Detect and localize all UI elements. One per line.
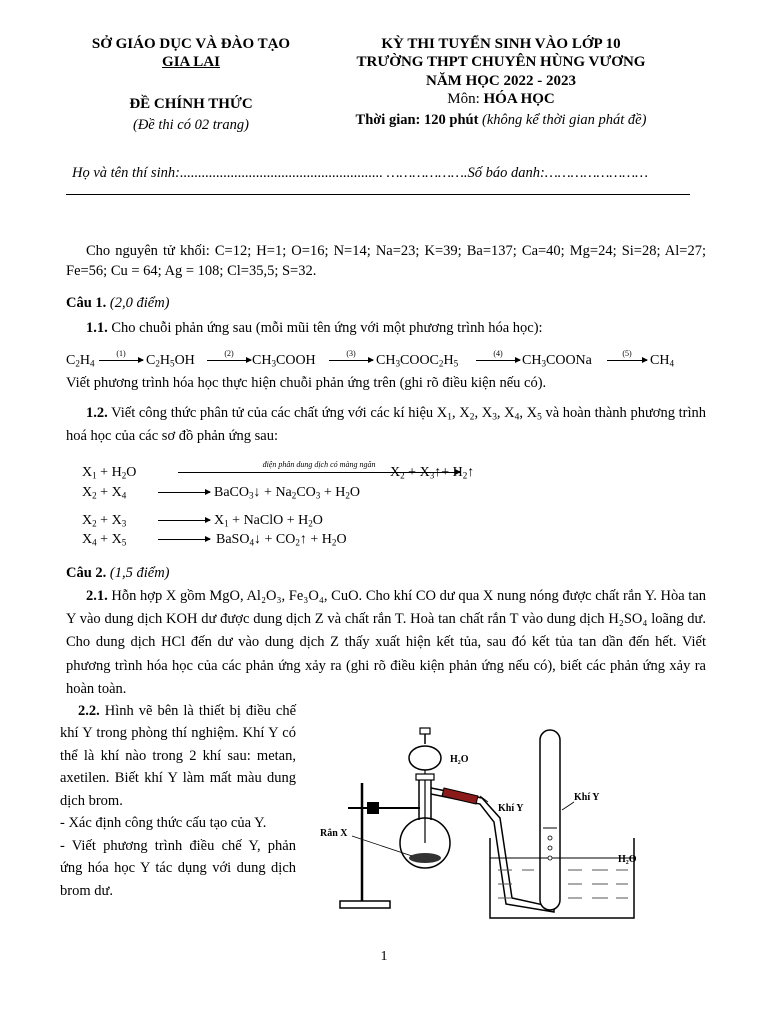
label-khi-y: Khí Y — [574, 792, 600, 803]
label-khi-y-tube: Khí Y — [498, 803, 524, 814]
header-exam-title: KỲ THI TUYỂN SINH VÀO LỚP 10 — [381, 36, 621, 52]
header-divider — [66, 194, 690, 195]
q1-2-and: và hoàn thành — [545, 405, 627, 421]
chain-arrow-1: (1) — [99, 360, 143, 361]
chain-ethanol: $C_2H_5OH$ — [146, 353, 195, 369]
dropping-funnel — [409, 746, 441, 770]
q1-title: Câu 1. — [66, 295, 107, 311]
q2-title: Câu 2. — [66, 565, 107, 581]
equation-3 — [82, 512, 522, 531]
solid-x — [409, 853, 441, 863]
chain-ethylene: $C_2H_4$ — [66, 353, 95, 369]
q1-points: (2,0 điểm) — [109, 295, 170, 311]
subject-label: Môn: — [447, 91, 480, 107]
q2-2-text: Hình vẽ bên là thiết bị điều chế khí Y trong phòng thí nghiệm. Khí Y có thể là khí nào trong 2 khí sau: metan, axetilen. Biết khí Y làm mất màu dung dịch brom. — [60, 703, 297, 809]
equation-1 — [82, 460, 522, 483]
candidate-info — [72, 164, 692, 184]
q1-1-after: Viết phương trình hóa học thực hiện chuỗi phản ứng trên (ghi rõ điều kiện nếu có). — [66, 375, 547, 391]
q1-1-number: 1.1. — [86, 320, 108, 336]
q2-1-paragraph — [66, 585, 706, 701]
q2-2-paragraph — [60, 700, 296, 902]
q1-2-text2: phương trình hoá học của các sơ đồ phản ứng sau: — [66, 405, 707, 444]
header-official-exam: ĐỀ CHÍNH THỨC — [129, 96, 253, 112]
page-number: 1 — [380, 949, 388, 964]
candidate-name-dots: ........................................................ ………………. — [179, 165, 468, 181]
q2-1-number: 2.1. — [86, 588, 108, 604]
eq4-right: BaSO$_4$↓ + $CO_2↑ + H_2O$ — [216, 532, 347, 548]
label-h2o-top: H₂O — [450, 754, 469, 765]
candidate-id-label: Số báo danh: — [467, 165, 545, 181]
eq2-left: $X_2 + X_4$ — [82, 485, 127, 501]
eq1-right: $X_2$ + $X_3↑+$ $H_2↑$ — [390, 465, 475, 481]
chain-arrow-3: (3) — [329, 360, 373, 361]
header-school-year: NĂM HỌC 2022 - 2023 — [426, 73, 576, 89]
stand-base — [340, 901, 390, 908]
chain-acetic-acid: $CH_3COOH$ — [252, 353, 316, 369]
q1-2-prompt: 1.2. Viết công thức phân tử của các chất ứng với các kí hiệu $X_1$, $X_2$, $X_3$, $X_4$, $X_5$ và hoàn thành phương trình hoá học của các sơ đồ phản ứng sau: — [66, 405, 707, 444]
time-value: 120 phút — [424, 112, 479, 128]
q1-heading — [66, 294, 170, 314]
gas-bubbles — [548, 836, 552, 860]
header-time — [316, 111, 686, 131]
label-h2o-bath: H₂O — [618, 854, 637, 865]
eq1-arrow-label: điện phân dung dịch có màng ngăn — [262, 460, 376, 469]
equation-4 — [82, 531, 522, 550]
q2-points: (1,5 điểm) — [109, 565, 170, 581]
q2-2-bullet-2: - Viết phương trình điều chế Y, phản ứng hóa học Y tác dụng với dung dịch brom dư. — [60, 837, 296, 899]
clamp-knob — [367, 802, 379, 814]
header-province: GIA LAI — [162, 54, 220, 70]
chain-arrow-2: (2) — [207, 360, 251, 361]
q2-2-bullet-1: - Xác định công thức cấu tạo của Y. — [60, 815, 267, 832]
q1-1-prompt — [66, 319, 706, 339]
time-note: (không kể thời gian phát đề) — [482, 112, 647, 128]
chain-ethyl-acetate: $CH_3COOC_2H_5$ — [376, 353, 459, 369]
header-subject — [326, 89, 676, 109]
q1-2-number: 1.2. — [86, 405, 108, 421]
rubber-connector — [442, 788, 478, 804]
header-school: TRƯỜNG THPT CHUYÊN HÙNG VƯƠNG — [356, 54, 646, 70]
eq1-left: $X_1 + H_2O$ — [82, 465, 137, 481]
eq3-right: $X_1$ + NaClO + $H_2O$ — [214, 513, 323, 529]
reaction-chain — [66, 349, 706, 374]
chain-arrow-4: (4) — [476, 360, 520, 361]
eq2-arrow — [158, 492, 210, 493]
q2-2-number: 2.2. — [78, 703, 100, 719]
eq3-arrow — [158, 520, 210, 521]
q1-2-text: Viết công thức phân tử của các chất ứng với các kí hiệu X — [111, 405, 448, 421]
equation-2 — [82, 484, 522, 503]
candidate-name-label: Họ và tên thí sinh: — [72, 165, 180, 181]
eq4-arrow — [158, 539, 210, 540]
apparatus-figure — [312, 718, 692, 928]
header-department: SỞ GIÁO DỤC VÀ ĐÀO TẠO — [91, 36, 291, 52]
candidate-id-dots: …………………… — [544, 165, 649, 181]
chain-methane: $CH_4$ — [650, 353, 674, 369]
eq3-left: $X_2 + X_3$ — [82, 513, 127, 529]
chain-arrow-5: (5) — [607, 360, 647, 361]
label-ran-x: Rắn X — [320, 828, 348, 839]
atomic-masses: Cho nguyên tử khối: C=12; H=1; O=16; N=14; Na=23; K=39; Ba=137; Ca=40; Mg=24; Si=28; Al=27; Fe=56; Cu = 64; Ag = 108; Cl=35,5; S=32. — [66, 243, 706, 279]
chain-sodium-acetate: $CH_3COONa$ — [522, 353, 592, 369]
q2-heading — [66, 564, 170, 584]
q1-1-text: Cho chuỗi phản ứng sau (mỗi mũi tên ứng với một phương trình hóa học): — [111, 320, 543, 336]
collection-tube — [540, 730, 560, 910]
water-trough — [490, 838, 634, 918]
q2-1-text: Hỗn hợp X gồm MgO, Al₂O₃, Fe₃O₄, CuO. Cho khí CO dư qua X nung nóng được chất rắn Y. Hòa tan Y vào dung dịch KOH dư được dung dịch Z và chất rắn T. Hoà tan chất rắn T vào dung dịch H₂SO₄ loãng dư. Cho dung dịch HCl đến dư vào dung dịch Z thấy xuất hiện kết tủa, sau đó kết tủa tan dần đến hết. Viết phương trình hóa học của các phản ứng xảy ra (ghi rõ điều kiện phản ứng nếu có), biết các phản ứng xảy ra hoàn toàn. — [66, 588, 707, 697]
time-label: Thời gian: — [355, 112, 421, 128]
subject-value: HÓA HỌC — [483, 91, 555, 107]
header-page-count: (Đề thi có 02 trang) — [133, 117, 249, 133]
eq2-right: BaCO$_3$↓ + $Na_2CO_3 + H_2O$ — [214, 485, 361, 501]
eq4-left: $X_4 + X_5$ — [82, 532, 127, 548]
water-ripples — [498, 870, 628, 898]
